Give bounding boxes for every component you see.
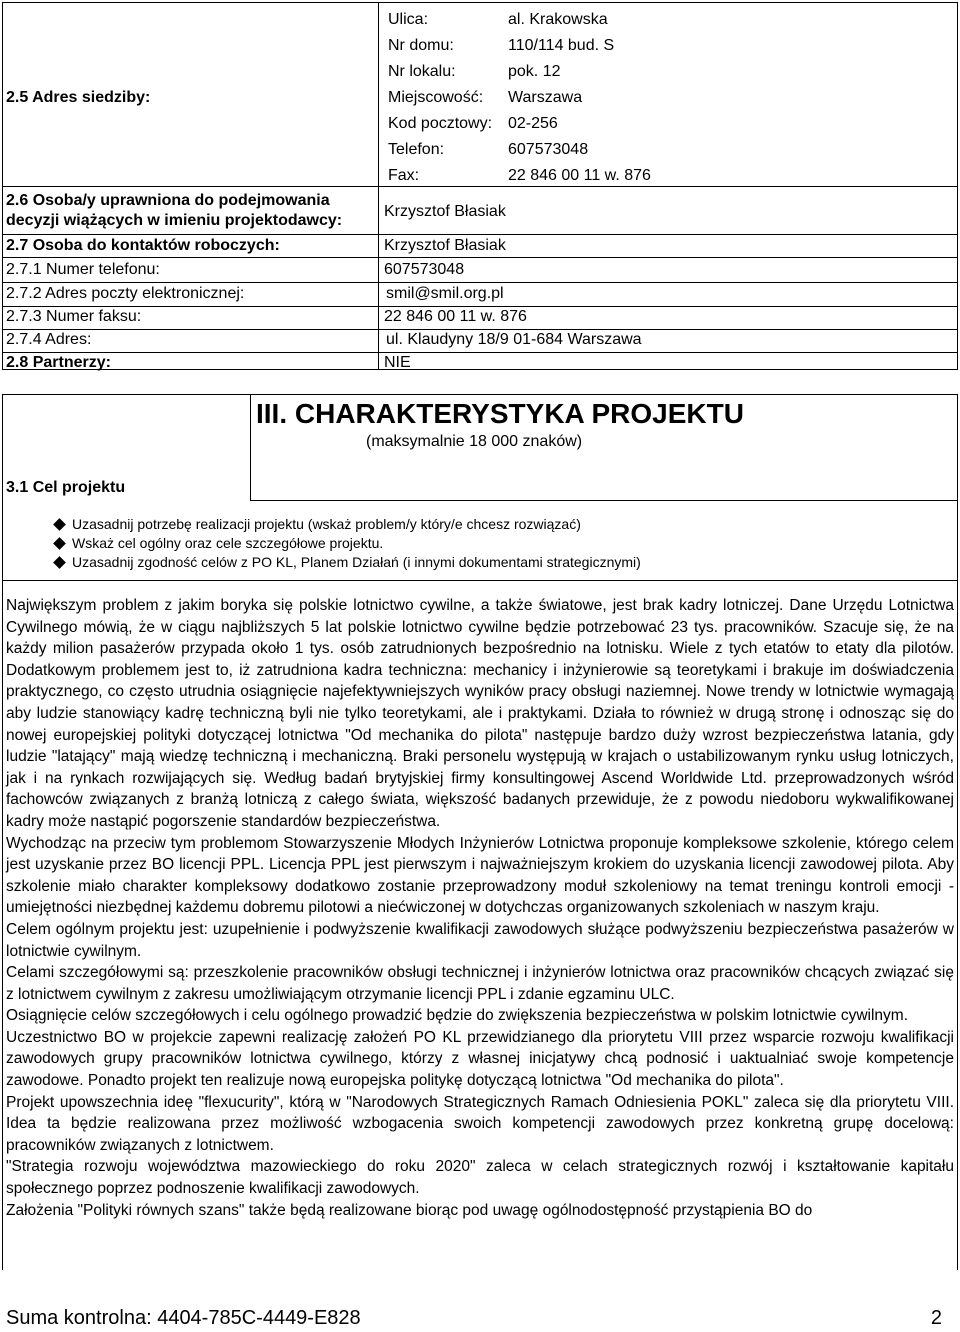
phone-label: Telefon: xyxy=(388,141,445,158)
city-value: Warszawa xyxy=(508,89,583,106)
authorized-person-value: Krzysztof Błasiak xyxy=(384,203,506,220)
contact-email-value: smil@smil.org.pl xyxy=(386,285,504,302)
paragraph: Największym problem z jakim boryka się polskie lotnictwo cywilne, a także światowe, jest brak kadry lotniczej. Dane Urzędu Lotnictwa Cywilnego mówią, że w ciągu najbliższych 5 lat polskie lotnictwo cywilne będzie potrzebować 23 tys. pracowników. Szacuje się, że na każdy milion pasażerów przypada około 1 tys. osób zatrudnionych bezpośrednio na lotnisku. Wiele z tych etatów to etaty dla pilotów. Dodatkowym problemem jest to, iż zatrudniona kadra techniczna: mechanicy i inżynierowie są teoretykami i brakuje im doświadczenia praktycznego, co często utrudnia osiągnięcie najefektywniejszych wyników pracy obsługi naziemnej. Nowe trendy w lotnictwie wymagają aby ludzie stanowiący kadrę techniczną byli nie tylko teoretykami, ale i praktykami. Działa to również w drugą stronę i odnosząc się do nowej europejskiej polityki dotyczącej lotnictwa "Od mechanika do pilota" następuje bardzo duży wzrost bezpieczeństwa latania, gdy ludzie "latający" mają wiedzę techniczną i mechaniczną. Braki personelu występują w krajach o ustabilizowanym rynku usług lotniczych, jak i na rynkach rozwijających się. Według badań brytyjskiej firmy konsultingowej Ascend Worldwide Ltd. przeprowadzonych wśród fachowców związanych z branżą lotniczą z całego świata, większość badanych przewiduje, że z powodu niedoboru wykwalifikowanej kadry może nastąpić pogorszenie standardów bezpieczeństwa. xyxy=(6,597,954,830)
contact-address-label: 2.7.4 Adres: xyxy=(6,331,92,348)
diamond-bullet-icon xyxy=(53,556,66,569)
partners-value: NIE xyxy=(384,354,411,371)
instructions-divider xyxy=(250,500,958,501)
house-number-value: 110/114 bud. S xyxy=(508,37,615,54)
paragraph: Uczestnictwo BO w projekcie zapewni realizację założeń PO KL przewidzianego dla priorytetu VIII przez wsparcie rozwoju kwalifikacji zawodowych grupy pracowników lotnictwa cywilnego, którzy z własnej inicjatywy chcą podnosić i uaktualniać swoje kompetencje zawodowe. Ponadto projekt ten realizuje nową europejska politykę dotyczącą lotnictwa "Od mechanika do pilota". xyxy=(6,1028,954,1090)
instruction-item xyxy=(52,534,383,552)
goal-description xyxy=(6,595,954,1221)
authorized-label-line2: decyzji wiążących w imieniu projektodawcy: xyxy=(6,212,343,229)
row-divider xyxy=(2,234,958,235)
unit-number-label: Nr lokalu: xyxy=(388,63,456,80)
paragraph: Celem ogólnym projektu jest: uzupełnienie i podwyższenie kwalifikacji zawodowych służące podwyższeniu bezpieczeństwa pasażerów w lotnictwie cywilnym. xyxy=(6,920,954,960)
street-value: al. Krakowska xyxy=(508,11,608,28)
postal-code-label: Kod pocztowy: xyxy=(388,115,493,132)
row-divider xyxy=(2,257,958,258)
paragraph: Celami szczegółowymi są: przeszkolenie pracowników obsługi technicznej i inżynierów lotnictwa oraz pracowników chcących związać się z lotnictwem cywilnym z zakresu umożliwiającym otrzymanie licencji PPL i zdanie egzaminu ULC. xyxy=(6,964,954,1003)
contact-address-value: ul. Klaudyny 18/9 01-684 Warszawa xyxy=(386,331,642,348)
diamond-bullet-icon xyxy=(53,518,66,531)
authorized-person-label xyxy=(6,191,342,231)
fax-label: Fax: xyxy=(388,167,420,184)
phone-value: 607573048 xyxy=(508,141,589,158)
row-divider xyxy=(2,352,958,353)
house-number-label: Nr domu: xyxy=(388,37,454,54)
contact-phone-label: 2.7.1 Numer telefonu: xyxy=(6,261,160,278)
section-title: III. CHARAKTERYSTYKA PROJEKTU xyxy=(256,398,744,429)
paragraph: "Strategia rozwoju województwa mazowieckiego do roku 2020" zaleca w celach strategicznych rozwój i kształtowanie kapitału społecznego poprzez podnoszenie kwalifikacji zawodowych. xyxy=(6,1158,954,1198)
instruction-text: Uzasadnij zgodność celów z PO KL, Planem Działań (i innymi dokumentami strategicznymi) xyxy=(72,554,641,570)
checksum: Suma kontrolna: 4404-785C-4449-E828 xyxy=(6,1307,361,1329)
paragraph: Projekt upowszechnia ideę "flexucurity", którą w "Narodowych Strategicznych Ramach Odniesienia POKL" zaleca się dla priorytetu VIII. Idea ta będzie realizowana przez możliwość wzbogacenia swoich kompetencji zawodowych przez konkretną grupę docelową: pracowników związanych z lotnictwem. xyxy=(6,1093,954,1154)
diamond-bullet-icon xyxy=(53,537,66,550)
instruction-text: Wskaż cel ogólny oraz cele szczegółowe projektu. xyxy=(72,535,384,551)
row-divider xyxy=(2,282,958,283)
instruction-text: Uzasadnij potrzebę realizacji projektu (wskaż problem/y który/e chcesz rozwiązać) xyxy=(72,516,581,532)
goal-label: 3.1 Cel projektu xyxy=(6,479,126,496)
row-divider xyxy=(2,186,958,187)
address-section-label: 2.5 Adres siedziby: xyxy=(6,89,151,106)
city-label: Miejscowość: xyxy=(388,89,484,106)
fax-value: 22 846 00 11 w. 876 xyxy=(508,167,651,184)
street-label: Ulica: xyxy=(388,11,429,28)
content-divider xyxy=(2,580,958,581)
contact-fax-value: 22 846 00 11 w. 876 xyxy=(384,308,527,325)
contact-person-label: 2.7 Osoba do kontaktów roboczych: xyxy=(6,237,280,254)
contact-email-label: 2.7.2 Adres poczty elektronicznej: xyxy=(6,285,245,302)
partners-label: 2.8 Partnerzy: xyxy=(6,354,111,371)
postal-code-value: 02-256 xyxy=(508,115,558,132)
section-subtitle: (maksymalnie 18 000 znaków) xyxy=(366,433,583,450)
contact-fax-label: 2.7.3 Numer faksu: xyxy=(6,308,142,325)
contact-person-value: Krzysztof Błasiak xyxy=(384,237,506,254)
unit-number-value: pok. 12 xyxy=(508,63,561,80)
authorized-label-line1: 2.6 Osoba/y uprawniona do podejmowania xyxy=(6,192,330,209)
header-divider xyxy=(250,394,251,500)
instruction-item xyxy=(52,515,581,533)
paragraph: Wychodząc na przeciw tym problemom Stowarzyszenie Młodych Inżynierów Lotnictwa proponuje kompleksowe szkolenie, którego celem jest uzyskanie przez BO licencji PPL. Licencja PPL jest pierwszym i najważniejszym krokiem do uzyskania licencji zawodowej pilota. Aby szkolenie miało charakter kompleksowy dodatkowo zostanie przeprowadzony moduł szkoleniowy na temat treningu kontroli emocji - umiejętności niezbędnej każdemu dobremu pilotowi a niećwiczonej w dotychczas organizowanych szkoleniach w naszym kraju. xyxy=(6,834,954,917)
contact-phone-value: 607573048 xyxy=(384,261,465,278)
paragraph: Założenia "Polityki równych szans" także będą realizowane biorąc pod uwagę ogólnodostępność przystąpienia BO do xyxy=(6,1201,813,1219)
instruction-item xyxy=(52,553,641,571)
page-number: 2 xyxy=(930,1307,942,1329)
paragraph: Osiągnięcie celów szczegółowych i celu ogólnego prowadzić będzie do zwiększenia bezpieczeństwa w polskim lotnictwie cywilnym. xyxy=(6,1007,909,1025)
